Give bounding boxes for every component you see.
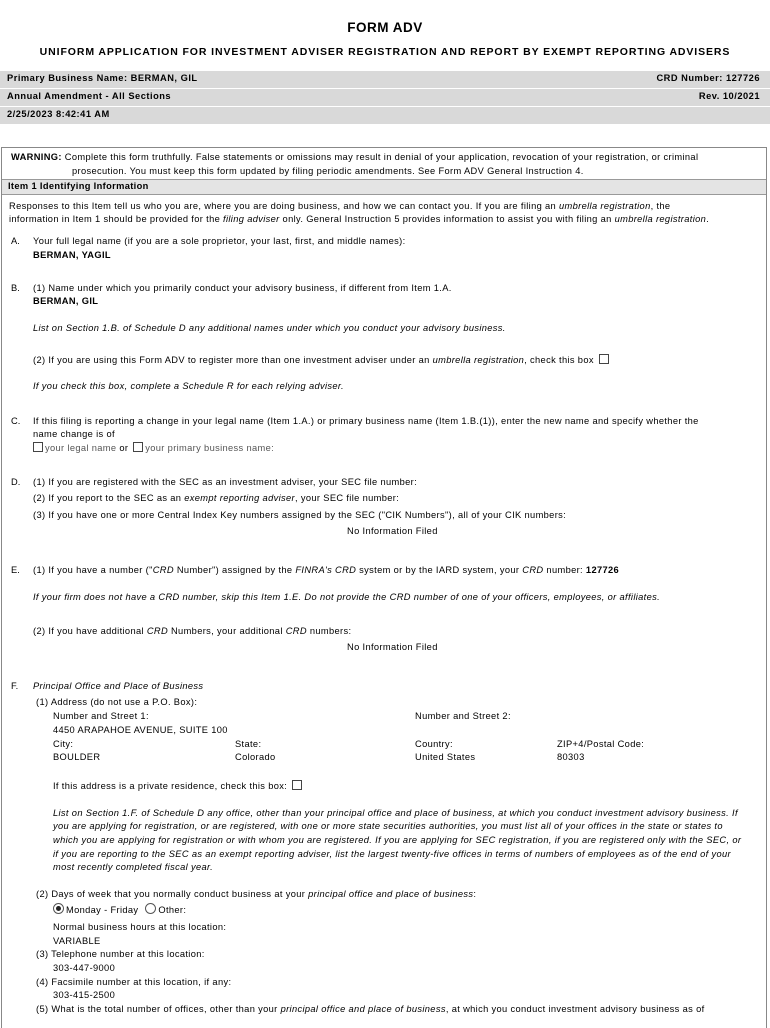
warning-line-2: prosecution. You must keep this form updated by filing periodic amendments. See Form ADV General Instruction 4.: [72, 166, 584, 176]
item-f-heading: Principal Office and Place of Business: [33, 681, 204, 691]
other-days-radio[interactable]: [145, 903, 156, 914]
warning-line-1: [11, 152, 698, 162]
or-text: or: [119, 443, 129, 453]
fax-label: (4) Facsimile number at this location, if any:: [36, 977, 232, 987]
item-f-letter: F.: [11, 681, 19, 691]
zip-label: ZIP+4/Postal Code:: [557, 739, 645, 749]
street1-value: 4450 ARAPAHOE AVENUE, SUITE 100: [53, 725, 228, 735]
private-residence-checkbox[interactable]: [292, 780, 302, 790]
offices-question: (5) What is the total number of offices, other than your principal office and place of business, at which you conduct investment advisory business as of: [36, 1004, 705, 1014]
header-band-2: [0, 89, 770, 106]
list-note-1: List on Section 1.F. of Schedule D any office, other than your principal office and place of business, at which you conduct investment advisory business. If: [53, 808, 738, 818]
item-d-q2: (2) If you report to the SEC as an exempt reporting adviser, your SEC file number:: [33, 493, 400, 503]
item-d-q1: (1) If you are registered with the SEC as an investment adviser, your SEC file number:: [33, 477, 418, 487]
revision: Rev. 10/2021: [698, 91, 760, 101]
item-b-a1: BERMAN, GIL: [33, 296, 99, 306]
timestamp: 2/25/2023 8:42:41 AM: [7, 109, 110, 119]
address-label: (1) Address (do not use a P.O. Box):: [36, 697, 198, 707]
city-value: BOULDER: [53, 752, 101, 762]
form-title: FORM ADV: [347, 20, 423, 35]
legal-name-option: your legal name: [45, 443, 117, 453]
item-c-line1: If this filing is reporting a change in your legal name (Item 1.A.) or primary business name (Item 1.B.(1)), enter the new name and specify whether the: [33, 416, 699, 426]
item-b-note2: If you check this box, complete a Schedule R for each relying adviser.: [33, 381, 344, 391]
header-band-3: [0, 107, 770, 124]
item-d-no-info: No Information Filed: [347, 526, 438, 536]
street1-label: Number and Street 1:: [53, 711, 149, 721]
state-value: Colorado: [235, 752, 276, 762]
form-subtitle: UNIFORM APPLICATION FOR INVESTMENT ADVISER REGISTRATION AND REPORT BY EXEMPT REPORTING ADVISERS: [39, 46, 731, 58]
list-note-5: most recently completed fiscal year.: [53, 862, 214, 872]
hours-value: VARIABLE: [53, 936, 101, 946]
umbrella-registration-checkbox[interactable]: [599, 354, 609, 364]
item1-intro-line-1: Responses to this Item tell us who you are, where you are doing business, and how we can contact you. If you are filing an umbrella registration, the: [9, 201, 671, 211]
days-question: (2) Days of week that you normally conduct business at your principal office and place of business:: [36, 889, 477, 899]
crd-number: CRD Number: 127726: [656, 73, 760, 83]
list-note-3: which you are applying for registration or with whom you are registered. If you are applying for SEC registration, if you are registered only with the SEC, or: [53, 835, 742, 845]
item-e-note: If your firm does not have a CRD number, skip this Item 1.E. Do not provide the CRD number of one of your officers, employees, or affiliates.: [33, 592, 661, 602]
business-name-option: your primary business name:: [145, 443, 275, 453]
monday-friday-label: Monday - Friday: [66, 905, 139, 915]
other-days-label: Other:: [158, 905, 187, 915]
item-d-q3: (3) If you have one or more Central Index Key numbers assigned by the SEC ("CIK Numbers"), all of your CIK numbers:: [33, 510, 567, 520]
country-value: United States: [415, 752, 476, 762]
item-d-letter: D.: [11, 477, 21, 487]
legal-name-checkbox[interactable]: [33, 442, 43, 452]
item-b-letter: B.: [11, 283, 20, 293]
street2-label: Number and Street 2:: [415, 711, 511, 721]
item-e-letter: E.: [11, 565, 20, 575]
item-c-options: [31, 442, 274, 453]
primary-business-name: Primary Business Name: BERMAN, GIL: [7, 73, 198, 83]
list-note-4: if you are reporting to the SEC as an exempt reporting adviser, list the largest twenty-five offices in terms of numbers of employees as of the end of your: [53, 849, 731, 859]
header-band-1: [0, 71, 770, 88]
item1-heading: Item 1 Identifying Information: [8, 181, 149, 191]
state-label: State:: [235, 739, 262, 749]
item-b-q2: (2) If you are using this Form ADV to register more than one investment adviser under an umbrella registration, check this box: [33, 354, 611, 365]
business-name-checkbox[interactable]: [133, 442, 143, 452]
item-a-answer: BERMAN, YAGIL: [33, 250, 111, 260]
warning-text-1: Complete this form truthfully. False statements or omissions may result in denial of your application, revocation of your registration, or criminal: [64, 152, 699, 162]
phone-value: 303-447-9000: [53, 963, 116, 973]
city-label: City:: [53, 739, 74, 749]
zip-value: 80303: [557, 752, 585, 762]
days-options: [53, 903, 186, 915]
item-b-q1: (1) Name under which you primarily conduct your advisory business, if different from Item 1.A.: [33, 283, 452, 293]
crd-answer: 127726: [585, 565, 620, 575]
item1-intro-line-2: information in Item 1 should be provided for the filing adviser only. General Instruction 5 provides information to assist you with filing an umbrella registration.: [9, 214, 710, 224]
item-e-no-info: No Information Filed: [347, 642, 438, 652]
monday-friday-radio[interactable]: [53, 903, 64, 914]
list-note-2: you are applying for registration, or are registered, with one or more state securities authorities, you must list all of your offices in the state or states to: [53, 821, 723, 831]
hours-label: Normal business hours at this location:: [53, 922, 227, 932]
fax-value: 303-415-2500: [53, 990, 116, 1000]
item-e-q1: (1) If you have a number ("CRD Number") assigned by the FINRA's CRD system or by the IARD system, your CRD number: 127726: [33, 565, 620, 575]
country-label: Country:: [415, 739, 453, 749]
filing-type: Annual Amendment - All Sections: [7, 91, 172, 101]
item-a-letter: A.: [11, 236, 20, 246]
item-b-note1: List on Section 1.B. of Schedule D any additional names under which you conduct your advisory business.: [33, 323, 506, 333]
item-e-q2: (2) If you have additional CRD Numbers, your additional CRD numbers:: [33, 626, 352, 636]
item-a-question: Your full legal name (if you are a sole proprietor, your last, first, and middle names):: [33, 236, 406, 246]
private-residence-line: If this address is a private residence, check this box:: [53, 780, 304, 791]
item-c-line2: name change is of: [33, 429, 115, 439]
item-c-letter: C.: [11, 416, 21, 426]
warning-label: WARNING:: [11, 152, 62, 162]
item1-heading-bar: [2, 179, 766, 195]
phone-label: (3) Telephone number at this location:: [36, 949, 205, 959]
